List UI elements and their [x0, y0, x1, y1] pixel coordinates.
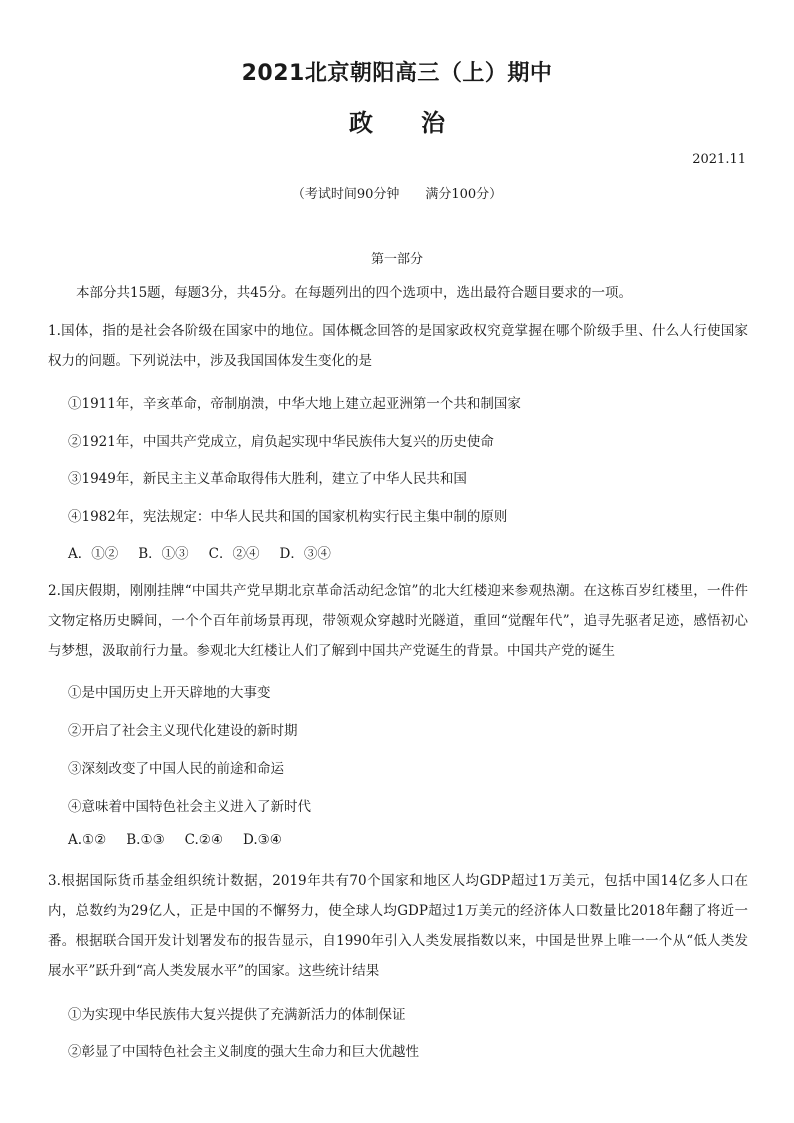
answer-b: B.①③	[126, 832, 165, 848]
section-instructions: 本部分共15题，每题3分，共45分。在每题列出的四个选项中，选出最符合题目要求的一项。	[76, 285, 632, 301]
question-1-option-4: ④1982年，宪法规定：中华人民共和国的国家机构实行民主集中制的原则	[68, 509, 508, 525]
answer-b: B．①③	[138, 546, 189, 562]
question-2-option-1: ①是中国历史上开天辟地的大事变	[68, 685, 271, 701]
question-2-answers	[68, 832, 302, 848]
question-3-option-2: ②彰显了中国特色社会主义制度的强大生命力和巨大优越性	[68, 1044, 419, 1060]
question-1-option-1: ①1911年，辛亥革命，帝制崩溃，中华大地上建立起亚洲第一个共和制国家	[68, 396, 521, 412]
question-1-option-3: ③1949年，新民主主义革命取得伟大胜利，建立了中华人民共和国	[68, 471, 467, 487]
question-1-stem: 1.国体，指的是社会各阶级在国家中的地位。国体概念回答的是国家政权究竟掌握在哪个阶级手里、什么人行使国家权力的问题。下列说法中，涉及我国国体发生变化的是	[48, 323, 748, 369]
question-1-answers	[68, 542, 351, 562]
section-title: 第一部分	[370, 252, 423, 267]
question-1-option-2: ②1921年，中国共产党成立，肩负起实现中华民族伟大复兴的历史使命	[68, 434, 494, 450]
question-2-option-4: ④意味着中国特色社会主义进入了新时代	[68, 799, 311, 815]
exam-info: （考试时间90分钟 满分100分）	[291, 187, 503, 202]
answer-d: D．③④	[279, 546, 331, 562]
question-3-stem: 3.根据国际货币基金组织统计数据，2019年共有70个国家和地区人均GDP超过1万美元，包括中国14亿多人口在内，总数约为29亿人，正是中国的不懈努力，使全球人均GDP超过1万美元的经济体人口数量比2018年翻了将近一番。根据联合国开发计划署发布的报告显示，自1990年引入人类发展指数以来，中国是世界上唯一一个从“低人类发展水平”跃升到“高人类发展水平”的国家。这些统计结果	[48, 873, 748, 979]
answer-a: A.①②	[68, 832, 107, 848]
question-2-stem: 2.国庆假期，刚刚挂牌“中国共产党早期北京革命活动纪念馆”的北大红楼迎来参观热潮。在这栋百岁红楼里，一件件文物定格历史瞬间，一个个百年前场景再现，带领观众穿越时光隧道，重回“觉醒年代”，追寻先驱者足迹，感悟初心与梦想，汲取前行力量。参观北大红楼让人们了解到中国共产党诞生的背景。中国共产党的诞生	[48, 583, 748, 659]
document-title: 2021北京朝阳高三（上）期中	[241, 61, 553, 86]
subject-title: 政 治	[349, 109, 445, 137]
question-2-option-2: ②开启了社会主义现代化建设的新时期	[68, 723, 298, 739]
question-2-option-3: ③深刻改变了中国人民的前途和命运	[68, 761, 284, 777]
answer-a: A．①②	[68, 546, 119, 562]
answer-c: C.②④	[184, 832, 224, 848]
question-3-option-1: ①为实现中华民族伟大复兴提供了充满新活力的体制保证	[68, 1007, 406, 1023]
exam-date: 2021.11	[692, 152, 746, 167]
answer-c: C．②④	[208, 546, 260, 562]
answer-d: D.③④	[243, 832, 282, 848]
